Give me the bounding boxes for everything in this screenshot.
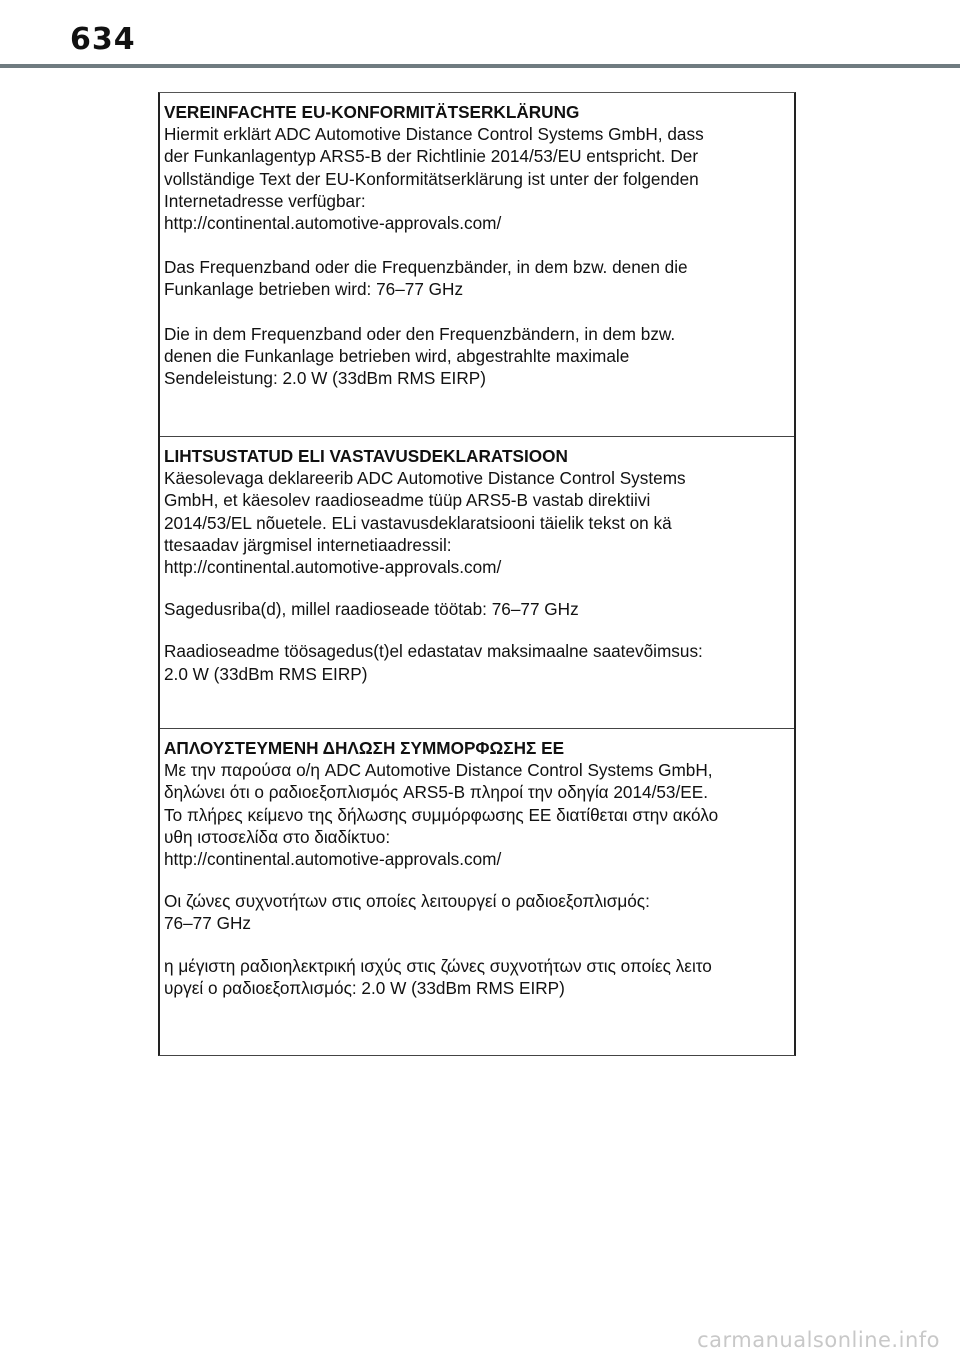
paragraph-max-power xyxy=(164,640,788,684)
text-line: Sagedusriba(d), millel raadioseade töötab: 76–77 GHz xyxy=(164,599,579,620)
url-text: http://continental.automotive-approvals.com/ xyxy=(164,849,502,870)
paragraph-max-power xyxy=(164,955,788,999)
paragraph-frequency-band xyxy=(164,256,788,300)
text-line: η μέγιστη ραδιοηλεκτρική ισχύς στις ζώνες συχνοτήτων στις οποίες λειτο xyxy=(164,955,712,976)
section-estonian-declaration xyxy=(160,436,794,728)
paragraph-frequency-band xyxy=(164,890,788,934)
text-line: vollständige Text der EU-Konformitätserklärung ist unter der folgenden xyxy=(164,168,699,189)
text-line: Das Frequenzband oder die Frequenzbänder, in dem bzw. denen die xyxy=(164,257,688,278)
text-line: Sendeleistung: 2.0 W (33dBm RMS EIRP) xyxy=(164,368,486,389)
url-text: http://continental.automotive-approvals.com/ xyxy=(164,213,502,234)
text-line: Die in dem Frequenzband oder den Frequenzbändern, in dem bzw. xyxy=(164,323,676,344)
text-line: υθη ιστοσελίδα στο διαδίκτυο: xyxy=(164,826,391,847)
paragraph-conformity xyxy=(164,759,788,870)
text-line: Hiermit erklärt ADC Automotive Distance Control Systems GmbH, dass xyxy=(164,124,704,145)
text-line: 76–77 GHz xyxy=(164,913,251,934)
page-number: 634 xyxy=(70,22,136,57)
paragraph-conformity xyxy=(164,123,788,234)
paragraph-conformity xyxy=(164,467,788,578)
section-greek-declaration xyxy=(160,728,794,1055)
text-line: 2014/53/EL nõuetele. ELi vastavusdeklaratsiooni täielik tekst on kä xyxy=(164,512,672,533)
text-line: GmbH, et käesolev raadioseadme tüüp ARS5-B vastab direktiivi xyxy=(164,490,651,511)
text-line: Raadioseadme töösagedus(t)el edastatav maksimaalne saatevõimsus: xyxy=(164,641,703,662)
text-line: ttesaadav järgmisel internetiaadressil: xyxy=(164,534,452,555)
text-line: υργεί ο ραδιοεξοπλισμός: 2.0 W (33dBm RMS EIRP) xyxy=(164,977,565,998)
section-german-declaration xyxy=(160,93,794,436)
text-line: δηλώνει ότι ο ραδιοεξοπλισμός ARS5-B πληροί την οδηγία 2014/53/ΕΕ. xyxy=(164,782,708,803)
section-title: LIHTSUSTATUD ELI VASTAVUSDEKLARATSIOON xyxy=(164,446,568,466)
paragraph-frequency-band xyxy=(164,598,788,620)
header-rule xyxy=(0,64,960,68)
text-line: Internetadresse verfügbar: xyxy=(164,190,366,211)
text-line: 2.0 W (33dBm RMS EIRP) xyxy=(164,663,368,684)
watermark-text: carmanualsonline.info xyxy=(697,1328,940,1352)
section-title: VEREINFACHTE EU-KONFORMITÄTSERKLÄRUNG xyxy=(164,102,580,122)
page-header xyxy=(0,0,960,66)
paragraph-max-power xyxy=(164,323,788,390)
declaration-box xyxy=(158,92,796,1056)
text-line: Το πλήρες κείμενο της δήλωσης συμμόρφωσης ΕΕ διατίθεται στην ακόλο xyxy=(164,804,719,825)
text-line: Funkanlage betrieben wird: 76–77 GHz xyxy=(164,279,464,300)
text-line: Käesolevaga deklareerib ADC Automotive Distance Control Systems xyxy=(164,468,686,489)
text-line: denen die Funkanlage betrieben wird, abgestrahlte maximale xyxy=(164,345,630,366)
url-text: http://continental.automotive-approvals.com/ xyxy=(164,557,502,578)
text-line: Με την παρούσα ο/η ADC Automotive Distance Control Systems GmbH, xyxy=(164,760,713,781)
text-line: Οι ζώνες συχνοτήτων στις οποίες λειτουργεί ο ραδιοεξοπλισμός: xyxy=(164,891,650,912)
section-title: ΑΠΛΟΥΣΤΕΥΜΕΝΗ ΔΗΛΩΣΗ ΣΥΜΜΟΡΦΩΣΗΣ ΕΕ xyxy=(164,738,565,758)
text-line: der Funkanlagentyp ARS5-B der Richtlinie 2014/53/EU entspricht. Der xyxy=(164,146,699,167)
